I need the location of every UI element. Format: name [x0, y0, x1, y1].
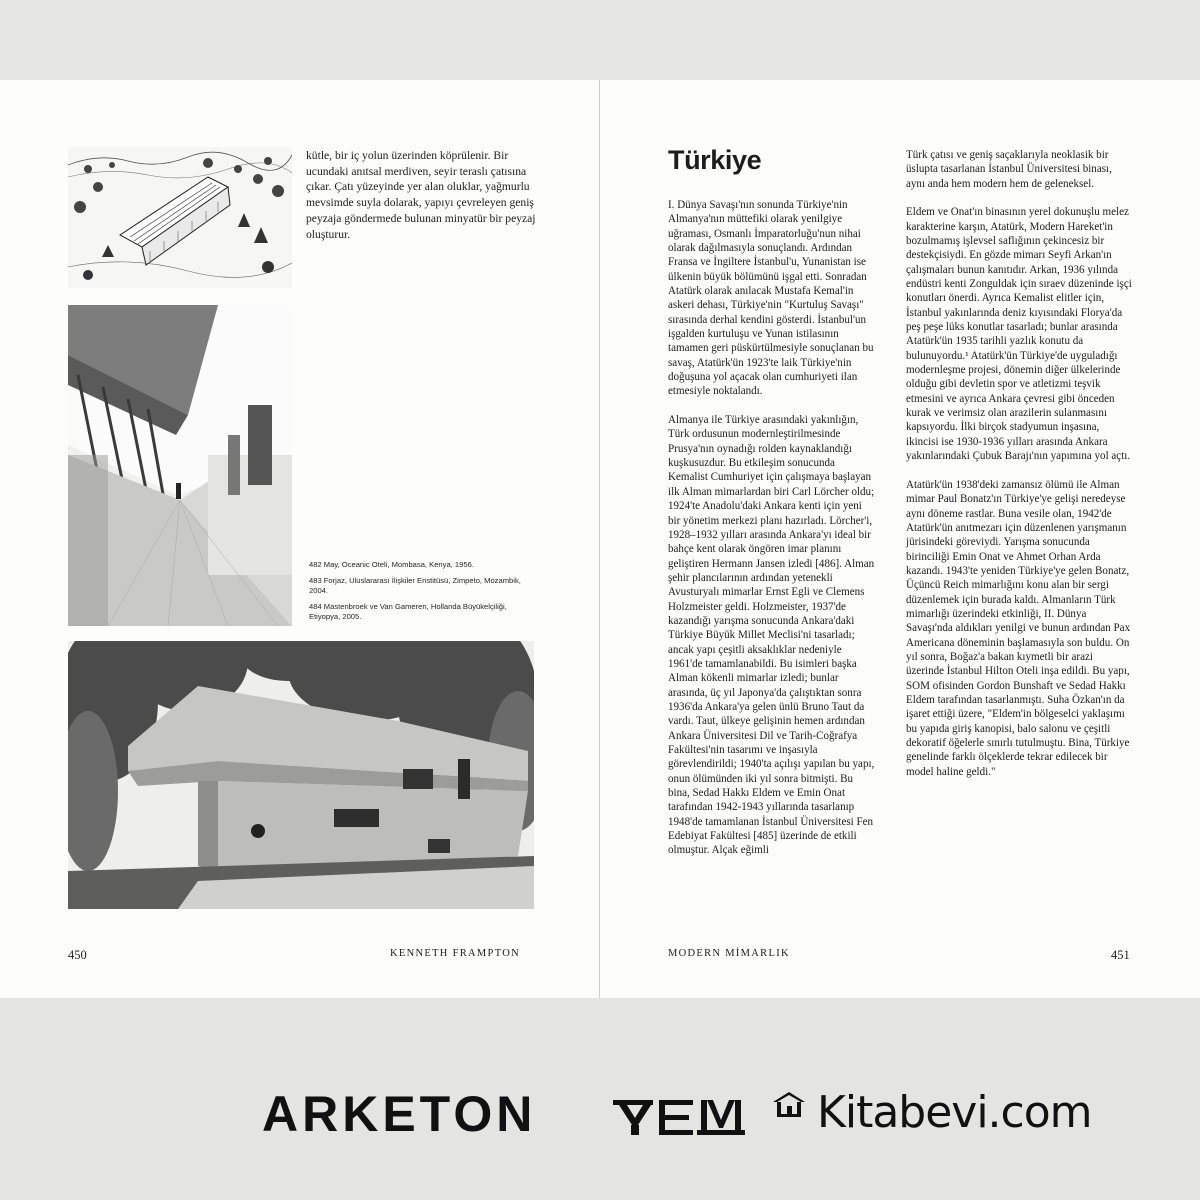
right-folio: 451 — [1111, 948, 1130, 962]
body-paragraph: Eldem ve Onat'ın binasının yerel dokunuşlu melez karakterine karşın, Atatürk, Modern Hareket'in bozulmamış işlevsel saflığının çekincesiz bir destekçisiydi. En gözde mimarı Seyfi Arkan'ın çalışmaları bunun kanıtıdır. Arkan, 1936 yılında endüstri kenti Zonguldak için sıraev düzeninde işçi konutları önerdi. Ayrıca Kemalist elitler için, İstanbul yakınlarında deniz kıyısındaki Florya'da peş peşe lüks konutlar tasarladı; bunlar arasında Atatürk'ün 1935 tarihli yazlık konutu da bulunuyordu.¹ Atatürk'ün Türkiye'de uyguladığı modernleşme projesi, dönemin diğer ülkelerinde olduğu gibi devletin spor ve atletizmi teşvik etmesini ve ayrıca Ankara çevresi gibi önceden kurak ve verimsiz olan arazilerin sulanmasını kapsıyordu. İlki birçok stadyumun inşasına, ikincisi ise 1930-1936 yılları arasında Ankara yakınlarındaki Çubuk Barajı'nın yapımına yol açtı. — [906, 206, 1132, 463]
body-paragraph: Atatürk'ün 1938'deki zamansız ölümü ile Alman mimar Paul Bonatz'ın Türkiye'ye gelişi neredeyse aynı döneme rastlar. Buna vesile olan, 1942'de Atatürk'ün anıtmezarı için düzenlenen yarışmanın jürisindeki göreviydi. Yarışma sonucunda birinciliği Emin Onat ve Ahmet Orhan Arda kazandı. 1943'te yeniden Türkiye'ye gelen Bonatz, Üçüncü Reich mimarlığını konu alan bir sergi düzenlemek için burada kaldı. Almanların Türk mimarlığı üzerindeki etkinliği, II. Dünya Savaşı'nda aldıkları yenilgi ve bunun ardından Pax Americana döneminin başlamasıyla son buldu. On yıl sonra, Boğaz'a bakan kıymetli bir arazi üzerinde İstanbul Hilton Oteli inşa edildi. Bu yapı, SOM ofisinden Gordon Bunshaft ve Sedad Hakkı Eldem tarafından tasarlanmıştı. Suha Özkan'ın da işaret ettiği üzere, "Eldem'in bölgeselci yaklaşımı bu yapıda giriş kanopisi, balo salonu ve çeşitli dekoratif öğelerle sınırlı tutulmuştu. Bina, Türkiye genelinde farklı ölçeklerde tekrar edilecek bir model haline geldi." — [906, 478, 1131, 778]
right-running-head: MODERN MİMARLIK — [668, 948, 790, 959]
text-column-left — [668, 198, 876, 872]
body-paragraph: Türk çatısı ve geniş saçaklarıyla neoklasik bir üslupta tasarlanan İstanbul Üniversitesi binası, aynı anda hem modern hem de geleneksel. — [906, 149, 1112, 190]
lead-paragraph: kütle, bir iç yolun üzerinden köprülenir. Bir ucundaki anıtsal merdiven, seyir teraslı çatısına çıkar. Çatı yüzeyinde yer alan oluklar, yağmurlu mevsimde suyla dolarak, yapıyı çevreleyen geniş peyzaja göndermede bulunan minyatür bir peyzaj oluşturur. — [306, 149, 536, 241]
figure-483-photo — [68, 305, 292, 626]
figure-482-sketch — [68, 147, 292, 288]
caption-483: 483 Forjaz, Uluslararası İlişkiler Enstitüsü, Zimpeto, Mozambik, 2004. — [309, 575, 521, 596]
yem-logo — [613, 1092, 813, 1140]
section-heading: Türkiye — [668, 145, 762, 175]
kitabevi-logo: Kitabevi.com — [817, 1087, 1092, 1138]
body-paragraph: I. Dünya Savaşı'nın sonunda Türkiye'nin Almanya'nın müttefiki olarak yenilgiye uğraması, Osmanlı İmparatorluğu'nun nihai olarak dağılmasıyla sonuçlandı. Ardından Fransa ve İngiltere İstanbul'u, Yunanistan ise ülkenin büyük bölümünü işgal etti. Sonradan Atatürk olarak anılacak Mustafa Kemal'in askeri dehası, Türkiye'nin "Kurtuluş Savaşı" sırasında derhal kendini gösterdi. İstanbul'un işgalden kurtuluşu ve Yunan istilasının tamamen geri püskürtülmesiyle sonuçlanan bu savaş, Atatürk'ün 1923'te laik Türkiye'nin doğuşuna yol açacak olan cumhuriyeti ilan etmesiyle noktalandı. — [668, 199, 874, 398]
left-folio: 450 — [68, 948, 87, 962]
body-paragraph: Almanya ile Türkiye arasındaki yakınlığın, Türk ordusunun modernleştirilmesinde Prusya'nın oynadığı rolden kaynaklandığı kuşkusuzdur. Bu etkileşim sonucunda Kemalist Cumhuriyet için çalışmaya başlayan ilk Alman mimarlardan biri Carl Lörcher oldu; 1924'te Anadolu'daki Ankara kenti için yeni bir yönetim merkezi planı hazırladı. Lörcher'i, 1928–1932 yılları arasında Ankara'yı ideal bir bahçe kent olarak öngören imar planını geliştiren Hermann Jansen izledi [486]. Alman şehir plancılarının ardından yetenekli Avusturyalı mimarlar Ernst Egli ve Clemens Holzmeister geldi. Holzmeister, 1937'de kazandığı yarışma sonucunda Ankara'daki Türkiye Büyük Millet Meclisi'ni tasarladı; ancak yapı çeşitli aksaklıklar nedeniyle 1961'de tamamlanabildi. Bu isimleri başka Alman kökenli mimarlar izledi; bunlar arasında, üç yıl Japonya'da çalıştıktan sonra 1936'da Ankara'ya gelen ünlü Bruno Taut da vardı. Taut, ülkeye gelişinin hemen ardından Ankara Üniversitesi Dil ve Tarih-Coğrafya Fakültesi'nin tasarımı ve inşasıyla görevlendirildi; 1940'ta açılışı yapılan bu yapı, onun ölümünden iki yıl sonra bitmişti. Bu bina, Sedad Hakkı Eldem ve Emin Onat tarafından 1942-1943 yıllarında tasarlanıp 1948'de tamamlanan İstanbul Üniversitesi Fen Edebiyat Fakültesi [485] üzerinde de etkili olmuştur. Alçak eğimli — [668, 414, 875, 857]
left-running-head: KENNETH FRAMPTON — [390, 948, 520, 959]
caption-482: 482 May, Oceanic Oteli, Mombasa, Kenya, 1956. — [309, 560, 474, 569]
top-background-band — [0, 0, 1200, 80]
caption-484: 484 Mastenbroek ve Van Gameren, Hollanda Büyükelçiliği, Etiyopya, 2005. — [309, 601, 507, 622]
arketon-logo: ARKETON — [262, 1086, 537, 1142]
book-gutter — [599, 80, 600, 998]
figure-captions — [309, 560, 534, 628]
figure-484-photo — [68, 641, 534, 909]
text-column-right — [906, 148, 1132, 793]
